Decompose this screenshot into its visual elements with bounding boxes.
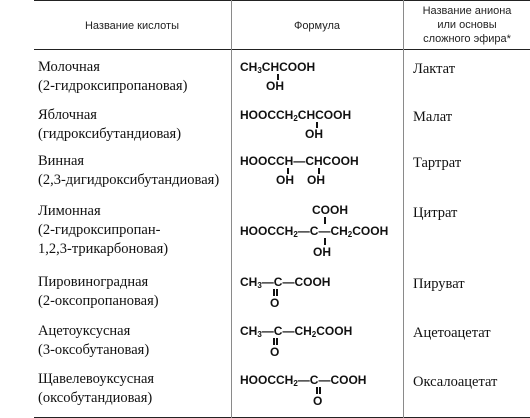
- formula-main: $CH_3—C—CH_2COOH$: [240, 324, 353, 339]
- anion-name: Оксалоацетат: [413, 374, 498, 390]
- header-formula: Формула: [293, 20, 341, 32]
- bond-line: [324, 217, 326, 224]
- header-rule: [34, 49, 530, 50]
- acid-trivial-name: Ацетоуксусная: [38, 323, 131, 339]
- header-anion-line3: сложного эфира*: [423, 33, 511, 45]
- acid-name: [38, 202, 168, 259]
- acid-trivial-name: Лимонная: [38, 203, 101, 219]
- formula-main: $CH_3—C—COOH$: [240, 275, 331, 290]
- anion-name: Малат: [413, 109, 453, 125]
- formula-o: O: [270, 345, 280, 359]
- acid-trivial-name: Молочная: [38, 59, 100, 75]
- acid-systematic-name: (гидроксибутандиовая): [38, 126, 182, 142]
- acid-systematic-name: (2-гидроксипропан-: [38, 222, 161, 238]
- formula-oh: OH: [307, 173, 325, 187]
- acid-systematic-name: (3-оксобутановая): [38, 342, 150, 358]
- formula-oh: OH: [266, 79, 284, 93]
- header-anion-line2: или основы: [437, 19, 497, 31]
- acid-name: [38, 370, 154, 408]
- bond-line: [276, 338, 278, 345]
- bond-line: [316, 387, 318, 394]
- formula-oh: OH: [313, 245, 331, 259]
- formula-oh: OH: [305, 127, 323, 141]
- bond-line: [324, 238, 326, 245]
- acid-trivial-name: Пировиноградная: [38, 274, 149, 290]
- formula-main: $HOOCCH_2—C—CH_2COOH$: [240, 224, 389, 239]
- acid-name: [38, 322, 149, 360]
- bond-line: [276, 289, 278, 296]
- table-top-rule: [34, 0, 530, 1]
- acid-trivial-name: Щавелевоуксусная: [38, 371, 155, 387]
- acid-name: [38, 58, 187, 96]
- acid-systematic-name-cont: 1,2,3-трикарбоновая): [38, 241, 169, 257]
- acid-systematic-name: (оксобутандиовая): [38, 390, 153, 406]
- formula-o: O: [270, 296, 280, 310]
- acid-systematic-name: (2,3-дигидроксибутандиовая): [38, 172, 220, 188]
- header-anion-name: [404, 4, 530, 46]
- formula-main: $CH_3CHCOOH$: [240, 60, 316, 75]
- bond-line: [319, 387, 321, 394]
- acid-systematic-name: (2-гидроксипропановая): [38, 78, 188, 94]
- anion-name: Цитрат: [413, 205, 458, 221]
- formula-main: $HOOCCH_2CHCOOH$: [240, 108, 352, 123]
- column-divider-2: [403, 0, 404, 418]
- acid-name: [38, 273, 159, 311]
- bond-line: [273, 338, 275, 345]
- column-divider-1: [231, 0, 232, 418]
- acid-systematic-name: (2-оксопропановая): [38, 293, 159, 309]
- bond-line: [273, 289, 275, 296]
- acid-name: [38, 152, 219, 190]
- acid-trivial-name: Яблочная: [38, 107, 97, 123]
- formula-top-group: COOH: [312, 203, 348, 217]
- anion-name: Пируват: [413, 276, 465, 292]
- anion-name: Лактат: [413, 61, 456, 77]
- acid-name: [38, 106, 181, 144]
- formula-main: HOOCCH—CHCOOH: [240, 154, 359, 168]
- formula-main: $HOOCCH_2—C—COOH$: [240, 373, 367, 388]
- formula-o: O: [313, 394, 323, 408]
- formula-oh: OH: [276, 173, 294, 187]
- acid-trivial-name: Винная: [38, 153, 85, 169]
- anion-name: Тартрат: [413, 155, 462, 171]
- header-acid-name: Название кислоты: [84, 20, 180, 32]
- header-anion-line1: Название аниона: [422, 5, 512, 17]
- anion-name: Ацетоацетат: [413, 325, 491, 341]
